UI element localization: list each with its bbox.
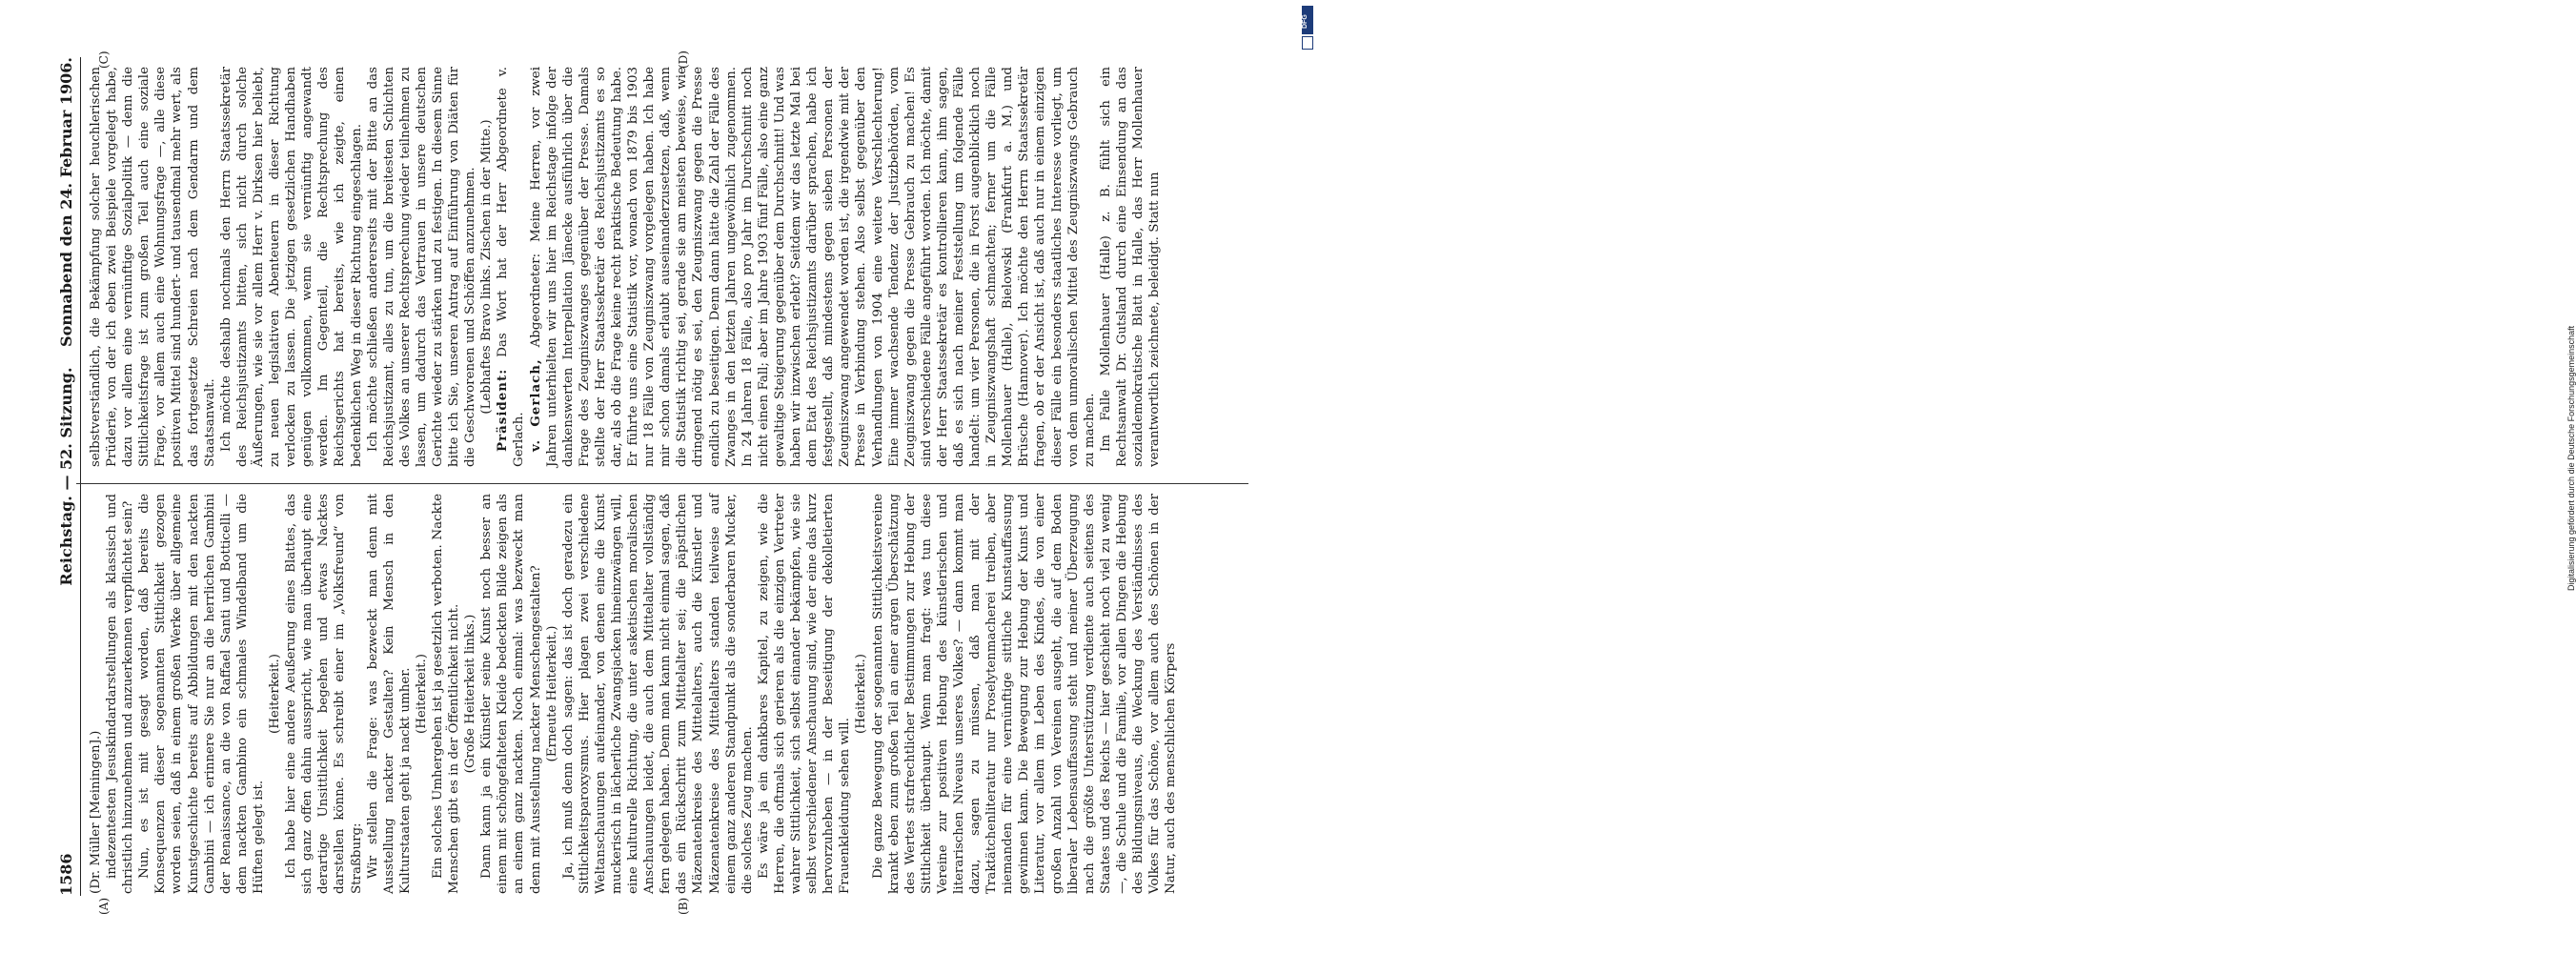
interjection: (Lebhaftes Bravo links. Zischen in der Mitte.) [479,119,495,415]
margin-marker-b: (B) [677,897,690,915]
president-remark [495,67,527,467]
paragraph: Im Falle Mollenhauer (Halle) z. B. fühlt sich ein Rechtsanwalt Dr. Gutsland durch eine Einsendung an das sozialdemokratische Blatt in Halle, das Herr Mollenhauer verantwortlich zeichnete, beleidigt. Statt nun [1098,67,1163,467]
session-date: Sonnabend den 24. Februar 1906. [57,57,75,347]
left-column [88,494,1250,894]
speech-text: Abgeordneter: Meine Herren, vor zwei Jahren unterhielten wir uns hier im Reichstage infolge der dankenswerten Interpellation Jänecke ausführlich über die Frage des Zeugniszwanges gegenüber der Presse. Damals stellte der Herr Staatssekretär des Reichsjustizamts es so dar, als ob die Frage keine recht praktische Bedeutung habe. Er führte uns eine Statistik vor, wonach von 1879 bis 1903 nur 18 Fälle von Zeugniszwang vorgelegen haben. Ich habe mir schon damals erlaubt auseinanderzusetzen, daß, wenn die Statistik richtig sei, gerade sie am meisten beweise, wie dringend nötig es sei, den Zeugniszwang gegen die Presse endlich zu beseitigen. Denn dann hätte die Zahl der Fälle des Zwanges in den letzten Jahren ungewöhnlich zugenommen. In 24 Jahren 18 Fälle, also pro Jahr im Durchschnitt noch nicht einen Fall; aber im Jahre 1903 fünf Fälle, also eine ganz gewaltige Steigerung gegenüber dem Durchschnitt! Und was haben wir inzwischen erlebt? Seitdem wir das letzte Mal bei dem Etat des Reichsjustizamts darüber sprachen, habe ich festgestellt, daß mindestens gegen sieben Personen der Zeugniszwang angewendet worden ist, die irgendwie mit der Presse in Verbindung stehen. Also selbst gegenüber den Verhandlungen von 1904 eine weitere Verschlechterung! Eine immer wachsende Tendenz der Justizbehörden, vom Zeugniszwang gegen die Presse Gebrauch zu machen! Es sind verschiedene Fälle angeführt worden. Ich möchte, damit der Herr Staatssekretär es kontrollieren kann, ihm sagen, daß es sich nach meiner Feststellung um folgende Fälle handelt: um vier Personen, die in Forst augenblicklich noch in Zeugniszwangshaft schmachten; ferner um die Fälle Mollenhauer (Halle), Bielowski (Frankfurt a. M.) und Brüsche (Hannover). Ich möchte den Herrn Staatssekretär fragen, ob er der Ansicht ist, daß auch nur in einem einzigen dieser Fälle ein besonders staatliches Interesse vorliegt, um von dem unmoralischen Mittel des Zeugniszwangs Gebrauch zu machen. [528,67,1097,467]
margin-marker-a: (A) [97,897,111,915]
page-number: 1586 [57,853,75,896]
interjection: (Große Heiterkeit links.) [463,614,478,774]
interjection: (Heiterkeit.) [268,654,283,734]
paragraph: Ich möchte deshalb nochmals den Herrn Staatssekretär des Reichsjustizamts bitten, sich nicht durch solche Äußerungen, wie sie vor allem Herr v. Dirksen hier beliebt, zu neuen legislativen Abenteuern in dieser Richtung verlocken zu lassen. Die jetzigen gesetzlichen Handhaben genügen vollkommen, wenn sie vernünftig angewandt werden. Im Gegenteil, die Rechtsprechung des Reichsgerichts hat bereits, wie ich zeigte, einen bedenklichen Weg in dieser Richtung eingeschlagen. [218,67,364,467]
interjection: (Heiterkeit.) [854,654,869,734]
quotation: Wir stellen die Frage: was bezweckt man denn mit Ausstellung nackter Gestalten? Kein Mensch in den Kulturstaaten geht ja nackt umher. [365,494,413,894]
interjection: (Erneute Heiterkeit.) [544,625,559,762]
paragraph: selbstverständlich, die Bekämpfung solcher heuchlerischen Prüderie, von der ich eben zwei Beispiele vorgelegt habe, dazu vor allem eine vernünftige Sozialpolitik — denn die Sittlichkeitsfrage ist zum großen Teil auch eine soziale Frage, vor allem auch eine Wohnungsfrage —, alle diese positiven Mittel sind hundert- und tausendmal mehr wert, als das fortgesetzte Schreien nach dem Gendarm und dem Staatsanwalt. [89,67,217,467]
rotated-page [48,48,1296,915]
paragraph: indezentesten Jesuskindardarstellungen als klassisch und christlich hinzunehmen und anzuerkennen verpflichtet sein? [105,494,136,894]
paragraph: Es wäre ja ein dankbares Kapitel, zu zeigen, wie die Herren, die oftmals sich gerieren als die einzigen Vertreter wahrer Sittlichkeit, sich selbst einander bekämpfen, wie sie selbst verschiedener Anschauung sind, wie der eine das kurz hervorzuheben — in der Beseitigung der dekolletierten Frauenkleidung sehen will. [756,494,853,894]
president-label: Präsident: [495,368,511,452]
paragraph: Ich habe hier eine andere Aeußerung eines Blattes, das sich ganz offen dahin ausspricht, wie man überhaupt eine derartige Unsittlichkeit begehen und etwas Nacktes darstellen könne. Es schreibt einer im „Volksfreund“ von Straßburg: [284,494,364,894]
speaker-continuation: (Dr. Müller [Meiningen].) [89,730,103,894]
dfg-logo-mark-icon [1302,36,1313,50]
session-title: Reichstag. — 52. Sitzung. [57,367,75,586]
page-header [55,57,81,896]
president-text: Das Wort hat der Herr Abgeordnete v. Gerlach. [496,67,527,467]
interjection: (Heiterkeit.) [414,654,429,734]
quotation: Ein solches Umhergehen ist ja gesetzlich verboten. Nackte Menschen gibt es in der Öffentlichkeit nicht. [430,494,462,894]
column-divider [76,483,1248,484]
speech [528,67,1098,467]
dfg-logo-icon: DFG [1302,6,1313,34]
paragraph: Die ganze Bewegung der sogenannten Sittlichkeitsvereine krankt eben zum großen Teil an einer argen Überschätzung des Wertes strafrechtlicher Bestimmungen zur Hebung der Sittlichkeit überhaupt. Wenn man fragt: was tun diese Vereine zur positiven Hebung des künstlerischen und literarischen Niveaus unseres Volkes? — dann kommt man dazu, sagen zu müssen, daß man mit der Traktätchenliteratur nur Proselytenmacherei treiben, aber niemanden für eine vernünftige sittliche Kunstauffassung gewinnen kann. Die Bewegung zur Hebung der Kunst und Literatur, vor allem im Leben des Kindes, die von einer großen Anzahl von Vereinen ausgeht, die auf dem Boden liberaler Lebensauffassung steht und meiner Überzeugung nach die größte Unterstützung verdiente auch seitens des Staates und des Reichs — hier geschieht noch viel zu wenig —, die Schule und die Familie, vor allen Dingen die Hebung des Bildungsniveaus, die Weckung des Verständnisses des Volkes für das Schöne, vor allem auch des Schönen in der Natur, auch des menschlichen Körpers [870,494,1179,894]
digitization-note: Digitalisierung gefördert durch die Deutsche Forschungsgemeinschaft [2566,325,2576,591]
quotation: Dann kann ja ein Künstler seine Kunst noch besser an einem mit schöngefalteten Kleide bedeckten Bilde zeigen als an einem ganz nackten. Noch einmal: was bezweckt man denn mit Ausstellung nackter Menschengestalten? [479,494,543,894]
speaker-label: v. Gerlach, [527,358,543,452]
right-column [88,67,1250,467]
paragraph: Nun, es ist mit gesagt worden, daß bereits die Konsequenzen dieser sogenannten Sittlichkeit gezogen worden seien, daß in einem großen Werke über allgemeine Kunstgeschichte bereits auf Abbildungen mit den nackten Gambini — ich erinnere Sie nur an die herrlichen Gambini der Renaissance, an die von Raffael Santi und Botticelli — dem nackten Gambino ein schmales Windelband um die Hüften gelegt ist. [137,494,266,894]
margin-marker-c: (C) [97,51,111,69]
paragraph: Ich möchte schließen andererseits mit der Bitte an das Reichsjustizamt, alles zu tun, um die breitesten Schichten des Volkes an unserer Rechtsprechung wieder teilnehmen zu lassen, um dadurch das Vertrauen in unsere deutschen Gerichte wieder zu stärken und zu festigen. In diesem Sinne bitte ich Sie, unseren Antrag auf Einführung von Diäten für die Geschworenen und Schöffen anzunehmen. [365,67,478,467]
paragraph: Ja, ich muß denn doch sagen: das ist doch geradezu ein Sittlichkeitsparoxysmus. Hier plagen zwei verschiedene Weltanschauungen aufeinander, von denen eine die Kunst muckerisch in lächerliche Zwangsjacken hineinzwängen will, eine kulturelle Richtung, die unter asketischen moralischen Anschauungen leidet, die auch dem Mittelalter vollständig fern gelegen haben. Denn man kann nicht einmal sagen, daß das ein Rückschritt zum Mittelalter sei; die päpstlichen Mäzenatenkreise des Mittelalters, auch die Künstler und Mäzenatenkreise des Mittelalters standen teilweise auf einem ganz anderen Standpunkt als die sonderbaren Mucker, die solches Zeug machen. [560,494,755,894]
margin-marker-d: (D) [677,51,690,69]
